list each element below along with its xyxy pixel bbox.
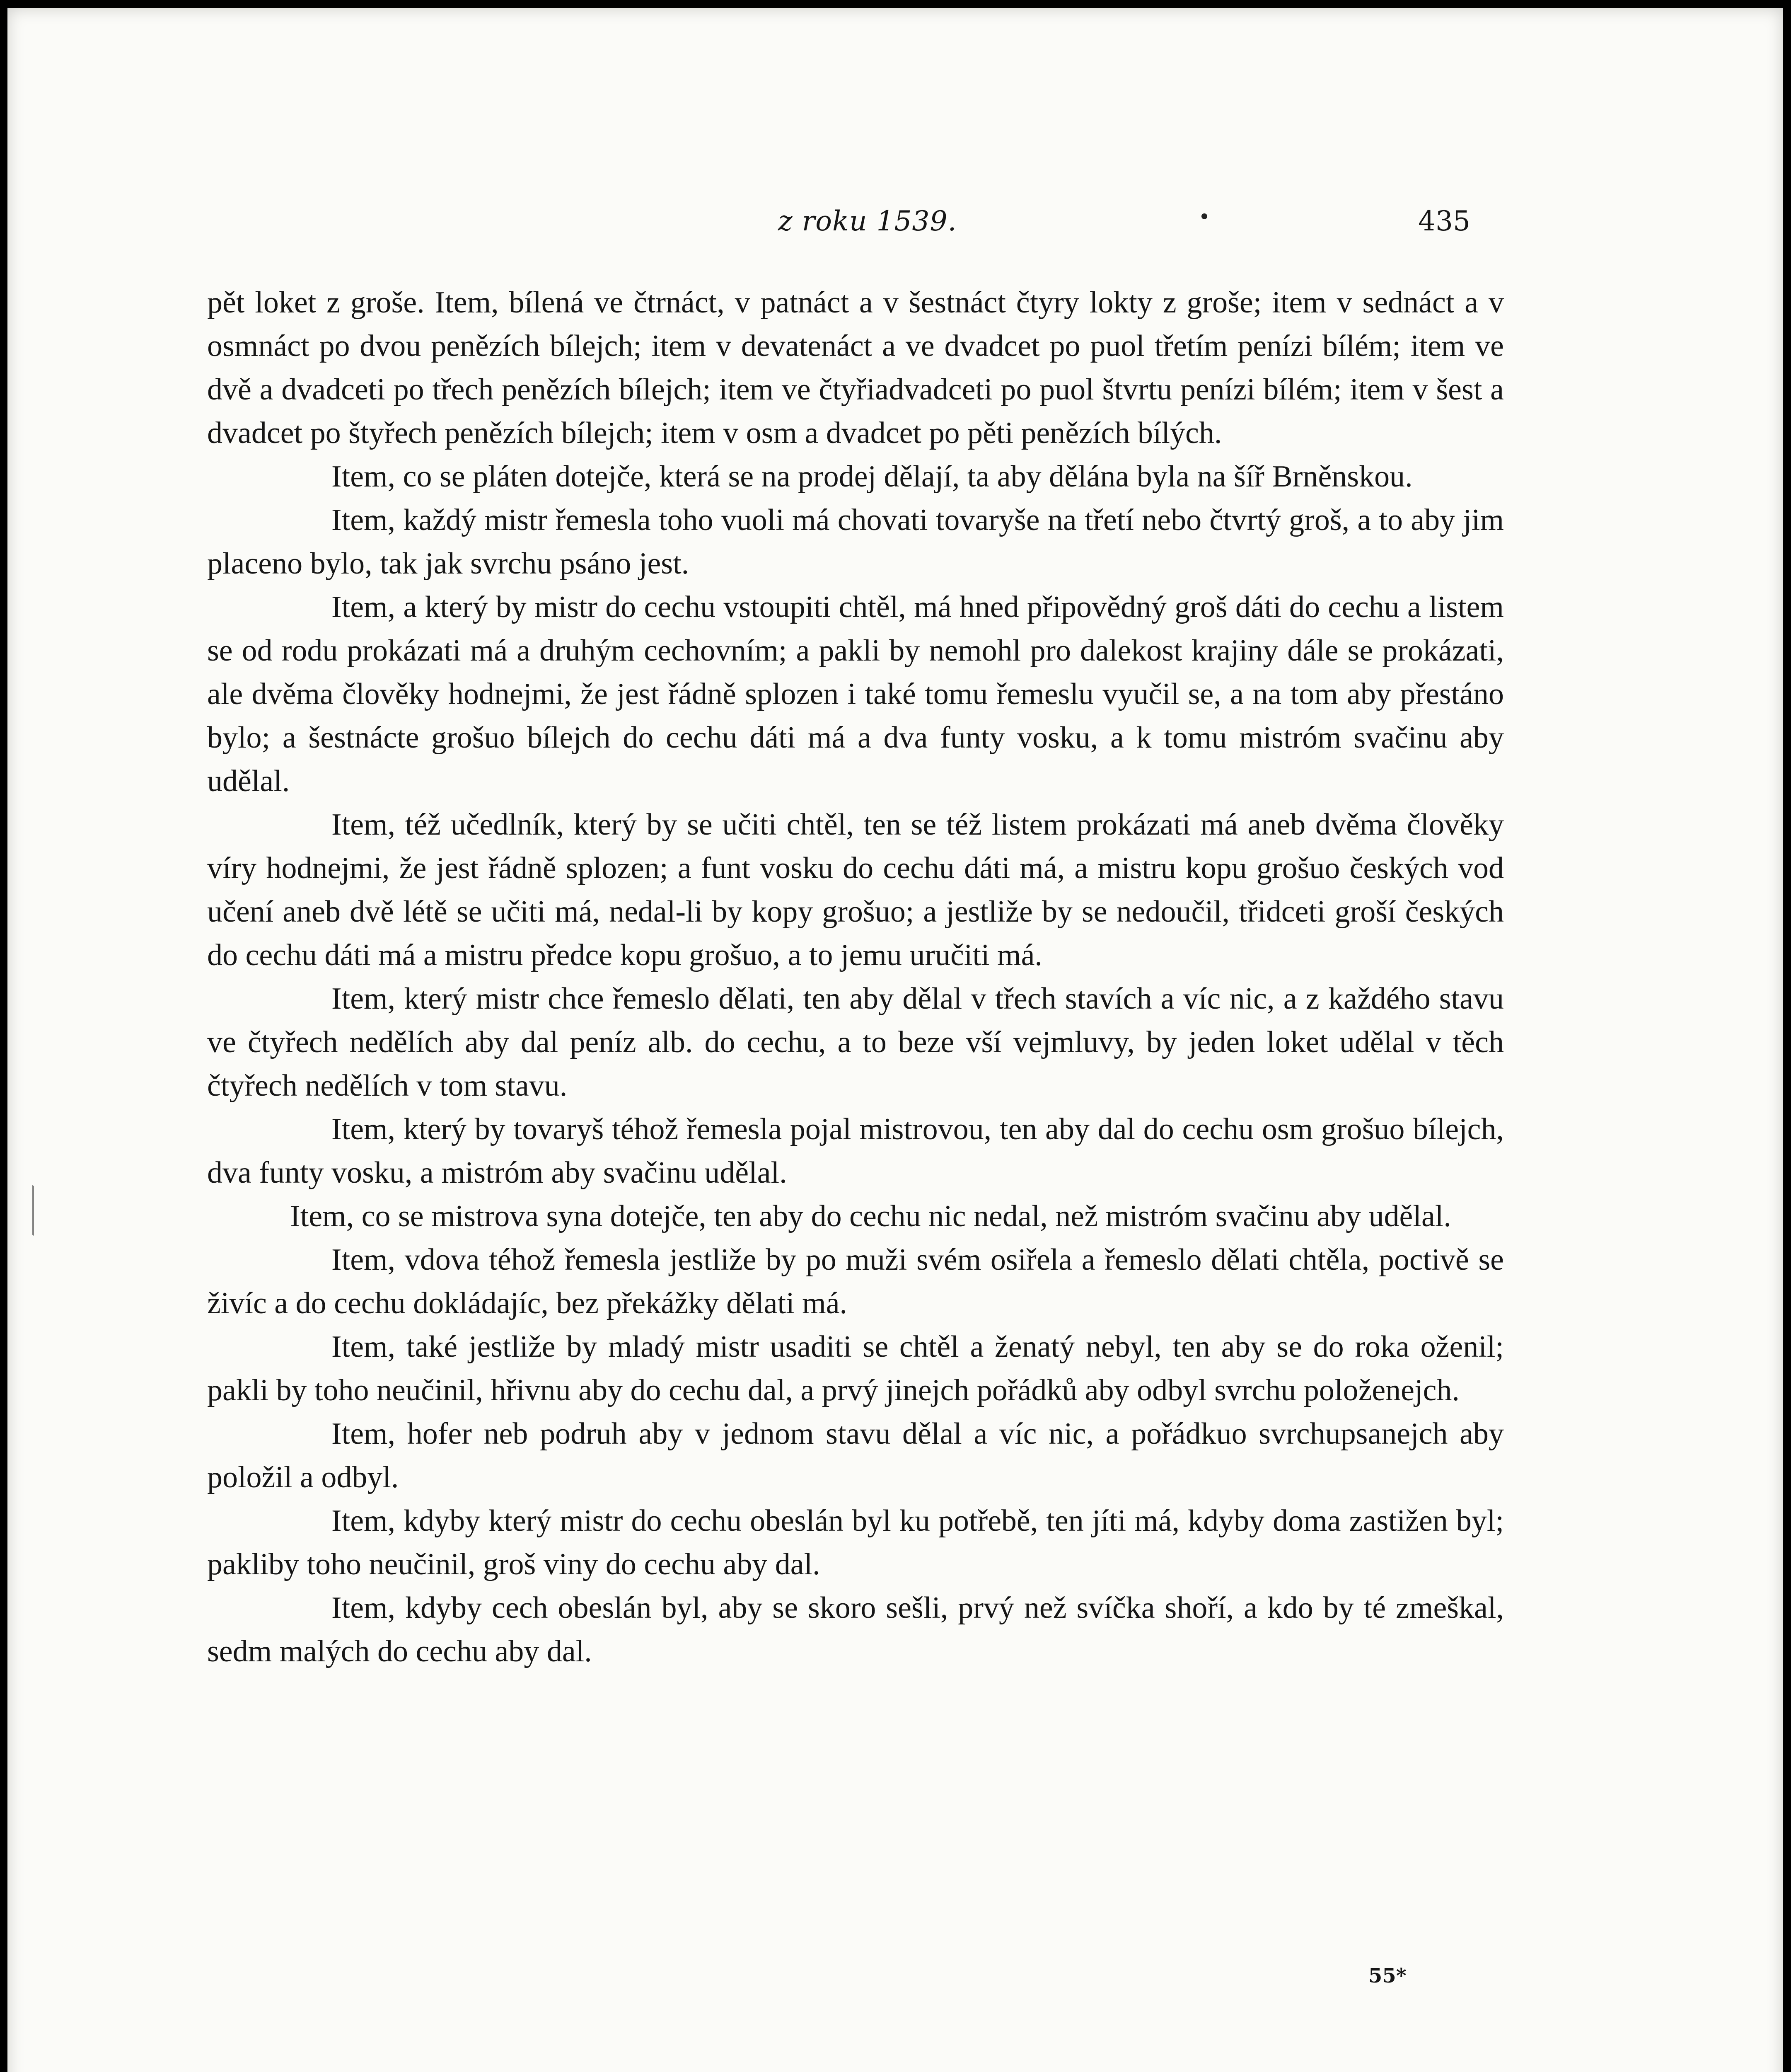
paragraph: pět loket z groše. Item, bílená ve čtrnáct, v patnáct a v šestnáct čtyry lokty z groše; item v sednáct a v osmnáct po dvou penězích bílejch; item v devatenáct a ve dvadcet po puol třetím penízi bílém; item ve dvě a dvadceti po třech penězích bílejch; item ve čtyřiadvadceti po puol štvrtu penízi bílém; item v šest a dvadcet po štyřech penězích bílejch; item v osm a dvadcet po pěti penězích bílých.	[207, 286, 1504, 450]
binding-mark	[7, 1168, 34, 1236]
page	[7, 8, 1783, 2072]
paragraph: Item, též učedlník, který by se učiti chtěl, ten se též listem prokázati má aneb dvěma člověky víry hodnejmi, že jest řádně splozen; a funt vosku do cechu dáti má, a mistru kopu grošuo českých vod učení aneb dvě létě se učiti má, nedal-li by kopy grošuo; a jestliže by se nedoučil, třidceti groší českých do cechu dáti má a mistru předce kopu grošuo, a to jemu uručiti má.	[207, 808, 1504, 972]
paragraph: Item, který by tovaryš téhož řemesla pojal mistrovou, ten aby dal do cechu osm grošuo bílejch, dva funty vosku, a mistróm aby svačinu udělal.	[207, 1112, 1504, 1190]
paragraph: Item, kdyby který mistr do cechu obeslán byl ku potřebě, ten jíti má, kdyby doma zastižen byl; pakliby toho neučinil, groš viny do cechu aby dal.	[207, 1504, 1504, 1581]
paragraph: Item, hofer neb podruh aby v jednom stavu dělal a víc nic, a pořádkuo svrchupsanejch aby položil a odbyl.	[207, 1417, 1504, 1494]
paragraph: Item, a který by mistr do cechu vstoupiti chtěl, má hned připovědný groš dáti do cechu a listem se od rodu prokázati má a druhým cechovním; a pakli by nemohl pro dalekost krajiny dále se prokázati, ale dvěma člověky hodnejmi, že jest řádně splozen i také tomu řemeslu vyučil se, a na tom aby přestáno bylo; a šestnácte grošuo bílejch do cechu dáti má a dva funty vosku, a k tomu mistróm svačinu aby udělal.	[207, 590, 1504, 798]
paragraph: Item, co se mistrova syna dotejče, ten aby do cechu nic nedal, než mistróm svačinu aby udělal.	[290, 1199, 1451, 1233]
printer-dot	[1201, 213, 1207, 219]
page-number: 435	[1418, 205, 1470, 237]
paragraph: Item, také jestliže by mladý mistr usaditi se chtěl a ženatý nebyl, ten aby se do roka oženil; pakli by toho neučinil, hřivnu aby do cechu dal, a prvý jinejch pořádků aby odbyl svrchu položenejch.	[207, 1330, 1504, 1407]
running-title: z roku 1539.	[778, 205, 957, 237]
paragraph: Item, každý mistr řemesla toho vuoli má chovati tovaryše na třetí nebo čtvrtý groš, a to aby jim placeno bylo, tak jak svrchu psáno jest.	[207, 503, 1504, 581]
paragraph: Item, co se pláten dotejče, která se na prodej dělají, ta aby dělána byla na šíř Brněnskou.	[331, 460, 1413, 494]
paragraph: Item, vdova téhož řemesla jestliže by po muži svém osiřela a řemeslo dělati chtěla, poctivě se živíc a do cechu dokládajíc, bez překážky dělati má.	[207, 1243, 1504, 1320]
paragraph: Item, který mistr chce řemeslo dělati, ten aby dělal v třech stavích a víc nic, a z každého stavu ve čtyřech nedělích aby dal peníz alb. do cechu, a to beze vší vejmluvy, by jeden loket udělal v těch čtyřech nedělích v tom stavu.	[207, 982, 1504, 1103]
body-text	[207, 281, 1504, 1673]
paragraph: Item, kdyby cech obeslán byl, aby se skoro sešli, prvý než svíčka shoří, a kdo by té zmeškal, sedm malých do cechu aby dal.	[207, 1591, 1504, 1668]
page-header	[7, 205, 1783, 251]
signature-mark: 55*	[1368, 1964, 1407, 1987]
